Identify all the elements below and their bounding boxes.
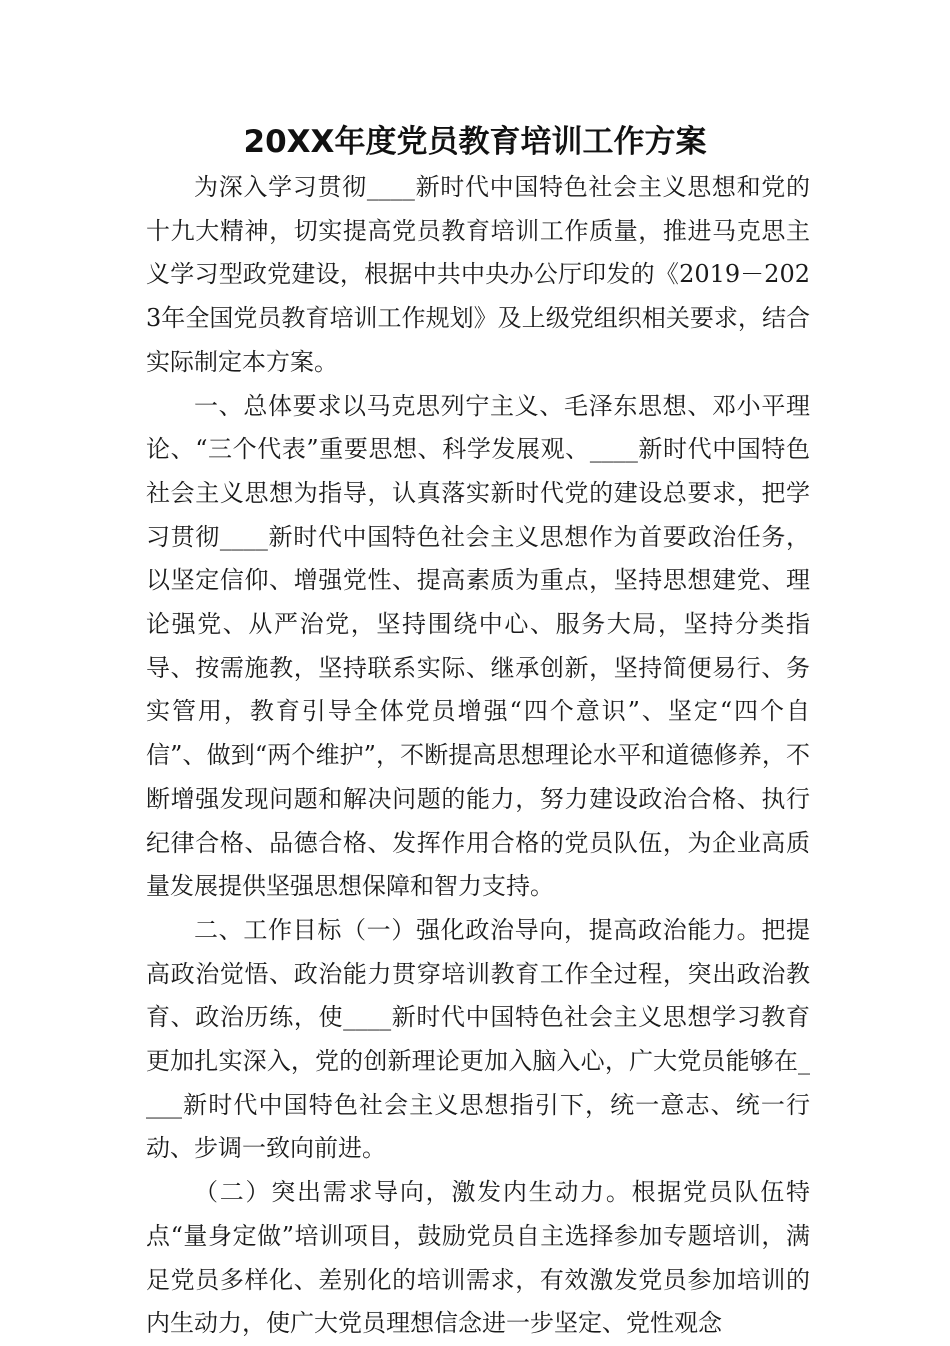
document-body <box>146 166 810 1346</box>
paragraph-work-goals: 二、工作目标（一）强化政治导向，提高政治能力。把提高政治觉悟、政治能力贯穿培训教育工作全过程，突出政治教育、政治历练，使____新时代中国特色社会主义思想学习教育更加扎实深入，党的创新理论更加入脑入心，广大党员能够在____新时代中国特色社会主义思想指引下，统一意志、统一行动、步调一致向前进。 <box>146 915 810 1163</box>
paragraph-general-requirements: 一、总体要求以马克思列宁主义、毛泽东思想、邓小平理论、“三个代表”重要思想、科学发展观、____新时代中国特色社会主义思想为指导，认真落实新时代党的建设总要求，把学习贯彻____新时代中国特色社会主义思想作为首要政治任务，以坚定信仰、增强党性、提高素质为重点，坚持思想建党、理论强党、从严治党，坚持围绕中心、服务大局，坚持分类指导、按需施教，坚持联系实际、继承创新，坚持简便易行、务实管用，教育引导全体党员增强“四个意识”、坚定“四个自信”、做到“两个维护”，不断提高思想理论水平和道德修养，不断增强发现问题和解决问题的能力，努力建设政治合格、执行纪律合格、品德合格、发挥作用合格的党员队伍，为企业高质量发展提供坚强思想保障和智力支持。 <box>146 391 810 901</box>
paragraph-demand-orientation: （二）突出需求导向，激发内生动力。根据党员队伍特点“量身定做”培训项目，鼓励党员自主选择参加专题培训，满足党员多样化、差别化的培训需求，有效激发党员参加培训的内生动力，使广大党员理想信念进一步坚定、党性观念 <box>146 1178 810 1338</box>
document-title: 20XX年度党员教育培训工作方案 <box>243 124 707 160</box>
paragraph-intro: 为深入学习贯彻____新时代中国特色社会主义思想和党的十九大精神，切实提高党员教育培训工作质量，推进马克思主义学习型政党建设，根据中共中央办公厅印发的《2019－2023年全国党员教育培训工作规划》及上级党组织相关要求，结合实际制定本方案。 <box>146 173 810 376</box>
